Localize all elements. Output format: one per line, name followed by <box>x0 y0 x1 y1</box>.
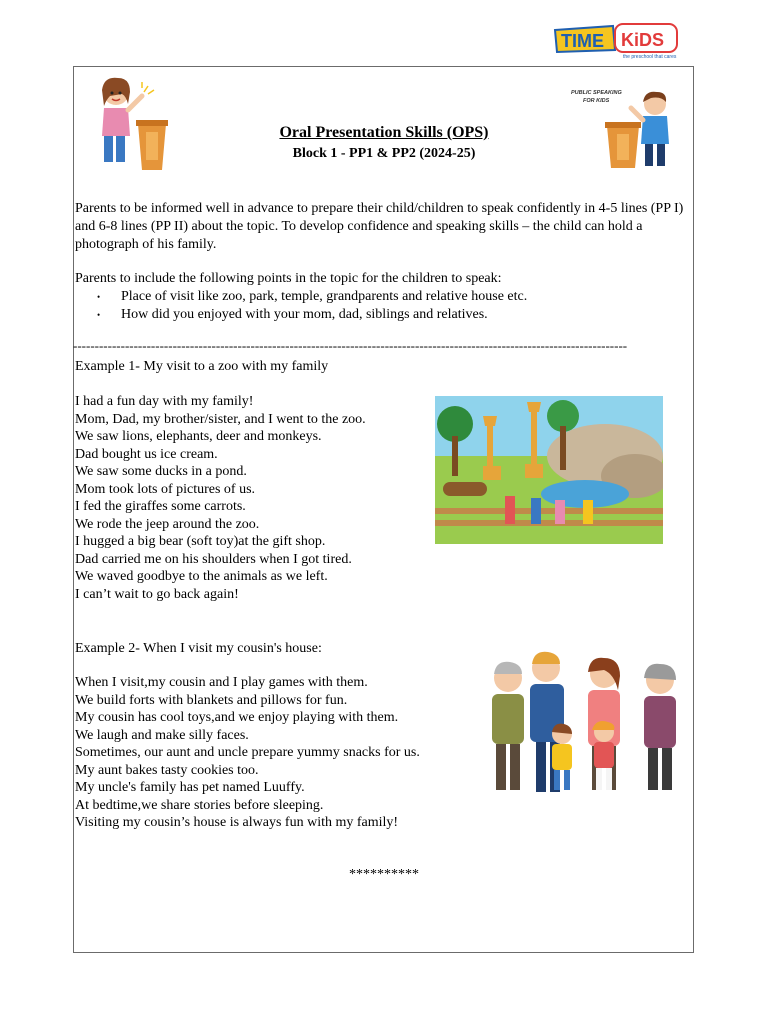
example2-heading: Example 2- When I visit my cousin's house: <box>75 641 322 656</box>
text-line: Dad carried me on his shoulders when I got tired. <box>75 551 352 567</box>
time-kids-logo <box>553 20 681 60</box>
text-line: I fed the giraffes some carrots. <box>75 499 246 514</box>
list-item: • How did you enjoyed with your mom, dad, siblings and relatives. <box>97 307 488 322</box>
text-line: Dad bought us ice cream. <box>75 446 218 462</box>
text-line: We laugh and make silly faces. <box>75 727 249 743</box>
intro-paragraph: Parents to be informed well in advance to prepare their child/children to speak confidently in 4-5 lines (PP I) and 6-8 lines (PP II) about the topic. To develop confidence and speaking skills – the child can hold a photograph of his family. <box>75 201 684 252</box>
example1-text <box>75 393 366 603</box>
svg-text:KiDS: KiDS <box>621 30 665 50</box>
zoo-illustration <box>435 396 663 544</box>
text-line: My uncle's family has pet named Luuffy. <box>75 780 305 795</box>
text-line: I hugged a big bear (soft toy)at the gift shop. <box>75 534 326 549</box>
example1-heading: Example 1- My visit to a zoo with my family <box>75 359 329 374</box>
logo-graphic <box>553 20 681 60</box>
points-list <box>97 288 527 324</box>
svg-text:PUBLIC SPEAKING: PUBLIC SPEAKING <box>571 90 622 96</box>
text-line: We build forts with blankets and pillows for fun. <box>75 692 348 708</box>
family-illustration <box>484 650 684 796</box>
list-item-text: How did you enjoyed with your mom, dad, siblings and relatives. <box>121 307 488 322</box>
text-line: We rode the jeep around the zoo. <box>75 516 260 532</box>
list-item: • Place of visit like zoo, park, temple, grandparents and relative house etc. <box>97 289 528 304</box>
text-line: My cousin has cool toys,and we enjoy playing with them. <box>75 710 399 725</box>
text-line: I had a fun day with my family! <box>75 394 254 409</box>
svg-text:the preschool that cares: the preschool that cares <box>623 54 677 60</box>
points-intro: Parents to include the following points in the topic for the children to speak: <box>75 271 502 286</box>
text-line: Mom, Dad, my brother/sister, and I went to the zoo. <box>75 411 366 427</box>
page-title: Oral Presentation Skills (OPS) <box>279 124 489 141</box>
text-line: Sometimes, our aunt and uncle prepare yummy snacks for us. <box>75 745 420 760</box>
page-subtitle: Block 1 - PP1 & PP2 (2024-25) <box>292 146 476 161</box>
svg-text:FOR KIDS: FOR KIDS <box>583 98 610 104</box>
text-line: We saw some ducks in a pond. <box>75 464 247 479</box>
text-line: My aunt bakes tasty cookies too. <box>75 762 259 778</box>
svg-text:TIME: TIME <box>561 31 604 51</box>
list-item-text: Place of visit like zoo, park, temple, grandparents and relative house etc. <box>121 289 528 304</box>
dashed-separator: -------------------------------------------------------------------------------------------------------------------------------- <box>73 338 628 353</box>
example2-text <box>75 674 420 832</box>
end-stars: ********** <box>349 867 419 882</box>
text-line: Mom took lots of pictures of us. <box>75 481 256 497</box>
text-line: We saw lions, elephants, deer and monkeys. <box>75 429 322 444</box>
text-line: At bedtime,we share stories before sleeping. <box>75 797 324 813</box>
text-line: Visiting my cousin’s house is always fun with my family! <box>75 815 399 830</box>
text-line: I can’t wait to go back again! <box>75 586 239 602</box>
text-line: When I visit,my cousin and I play games with them. <box>75 675 368 690</box>
text-line: We waved goodbye to the animals as we left. <box>75 569 328 584</box>
